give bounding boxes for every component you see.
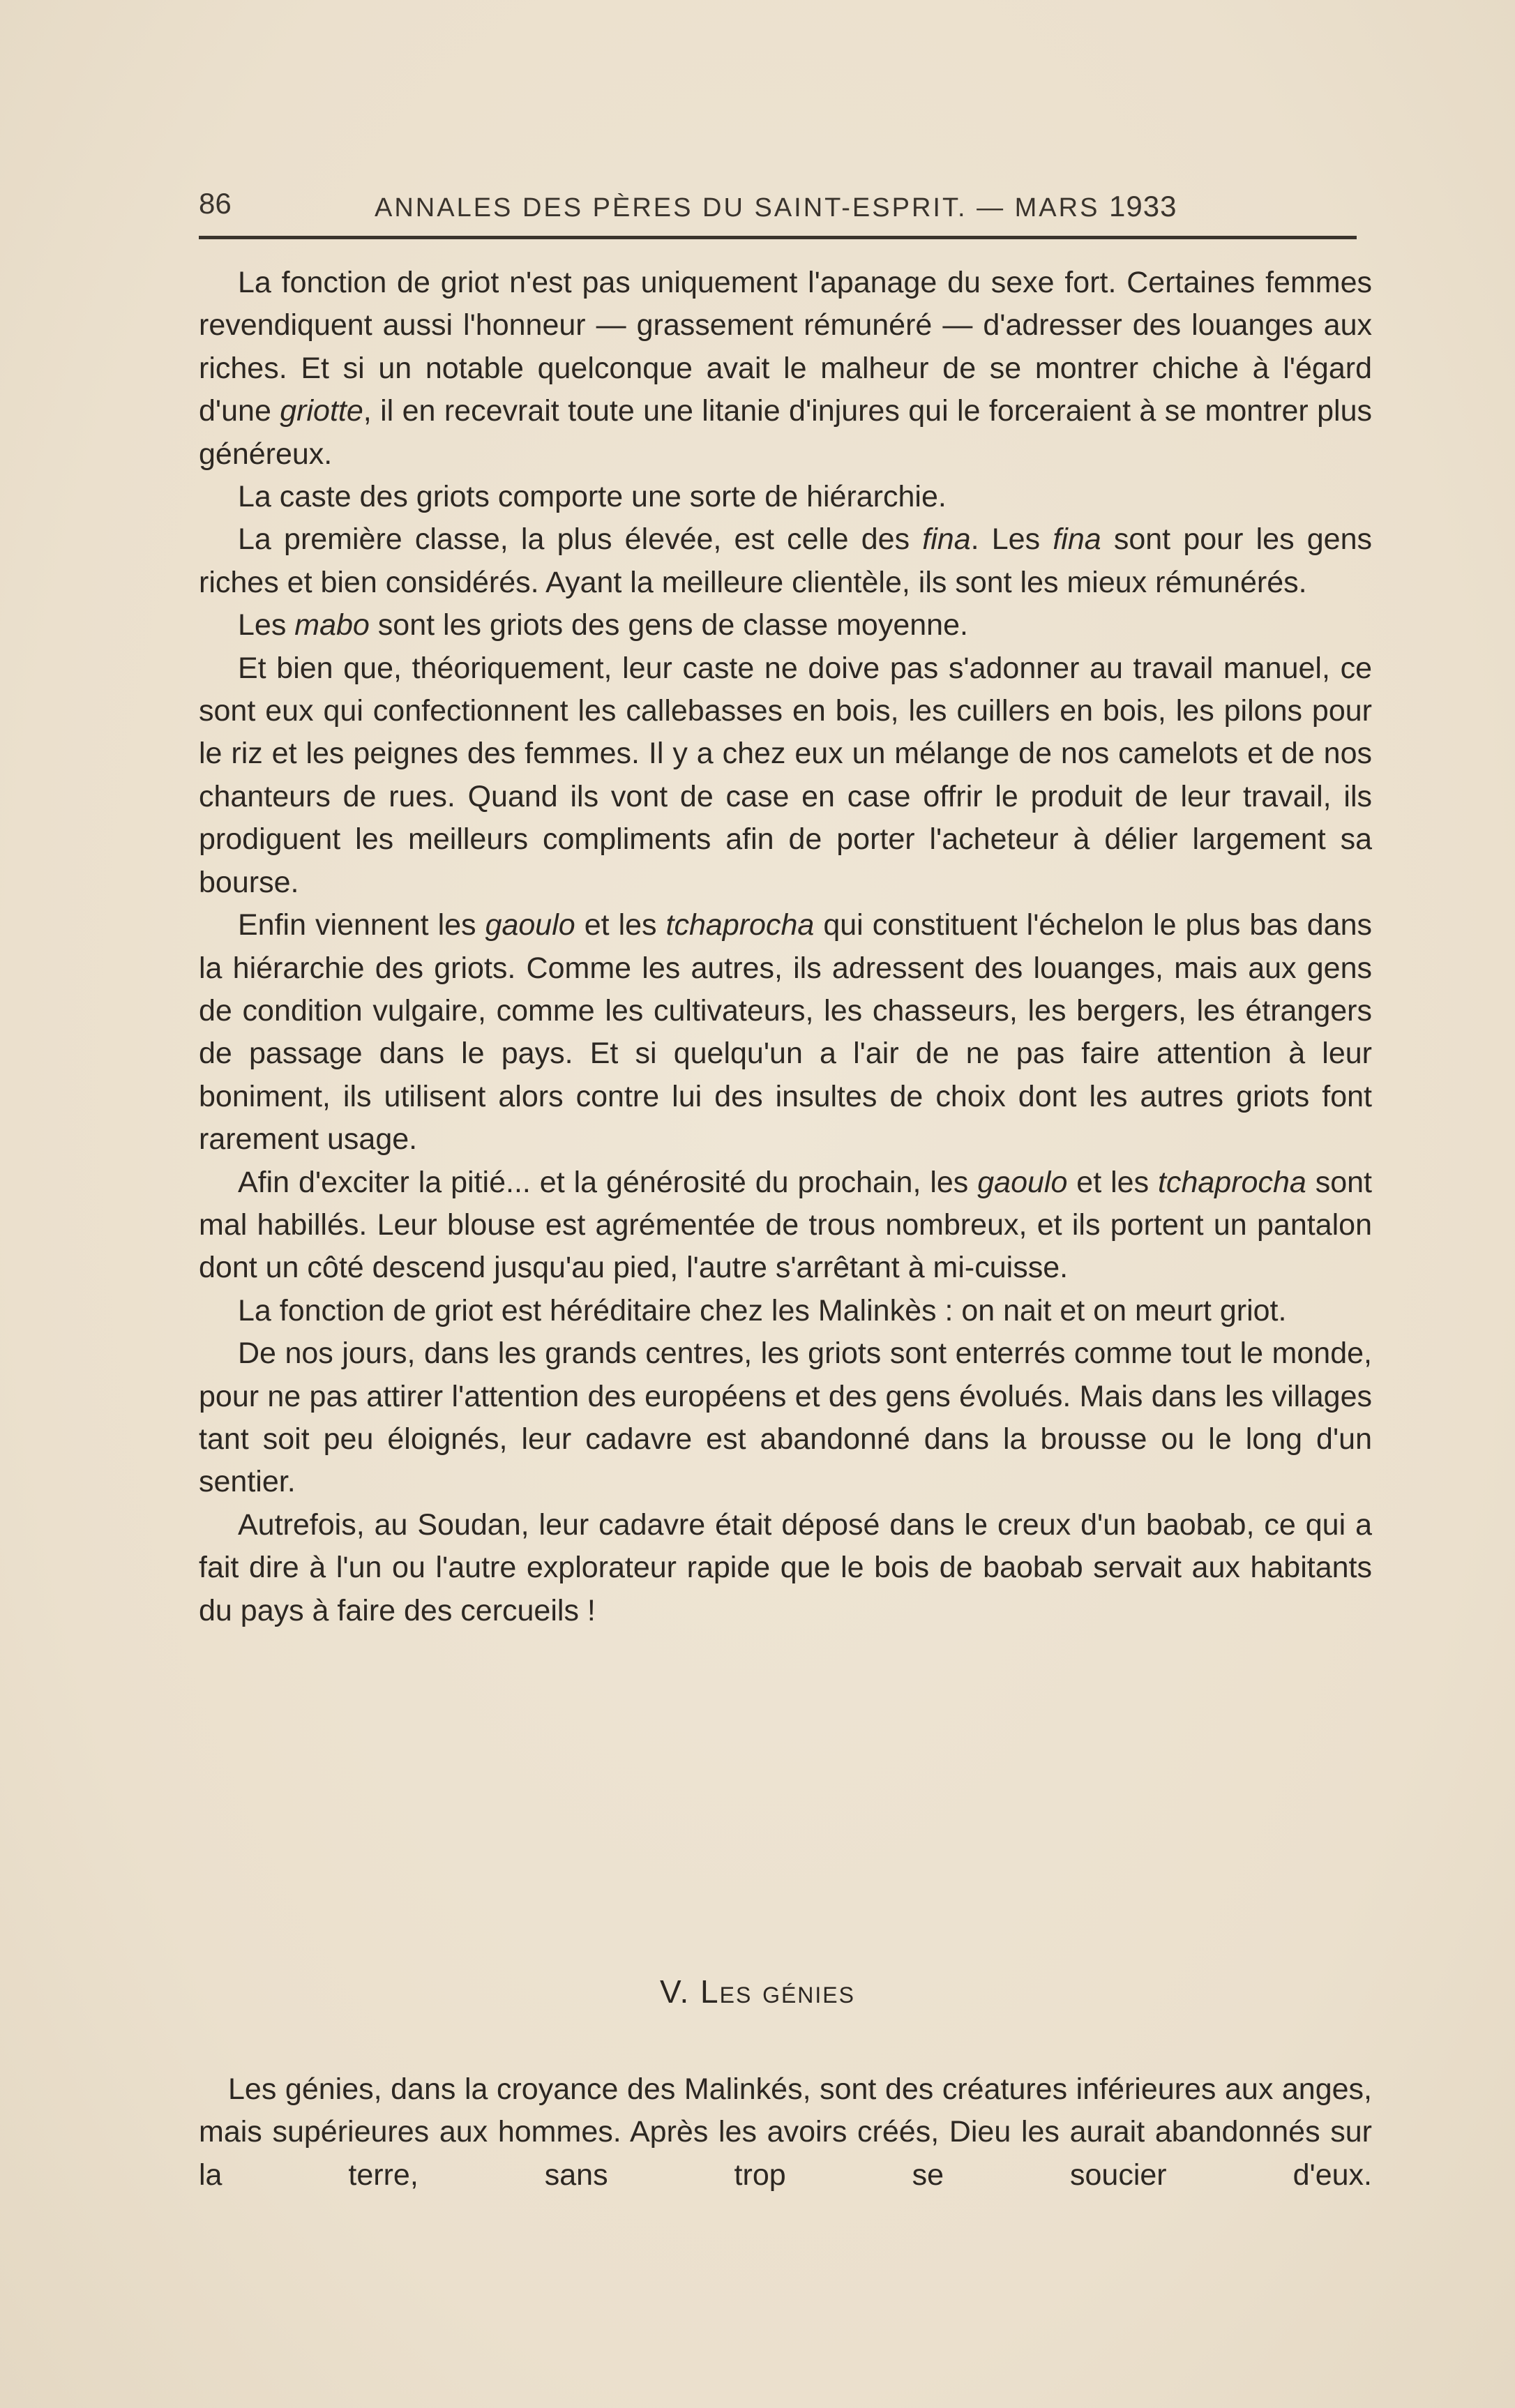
text-run: La fonction de griot est héréditaire chez les Malinkès : on nait et on meurt griot. [238,1293,1287,1327]
running-head-title: ANNALES DES PÈRES DU SAINT-ESPRIT. — MARS [375,193,1109,223]
paragraph [199,1332,1372,1504]
section-paragraph: Les génies, dans la croyance des Malinkés, sont des créatures inférieures aux anges, mais supérieures aux hommes. Après les avoirs créés, Dieu les aurait abandonnés sur la terre, sans trop se soucier d'eux. [199,2072,1372,2192]
text-run: qui constituent l'échelon le plus bas dans la hiérarchie des griots. Comme les autres, ils adressent des louanges, mais aux gens de condition vulgaire, comme les cultivateurs, les chasseurs, les bergers, les étrangers de passage dans le pays. Et si quelqu'un a l'air de ne pas faire attention à leur boniment, ils utilisent alors contre lui des insultes de choix dont les autres griots font rarement usage. [199,908,1372,1157]
text-run: La première classe, la plus élevée, est celle des [238,522,923,557]
paragraph [199,604,1372,647]
header-rule [199,236,1357,239]
text-run: et les [575,908,666,942]
text-run: sont les griots des gens de classe moyenne. [369,608,968,642]
text-run: Enfin viennent les [238,908,485,942]
page-header [199,187,1357,229]
paragraph [199,262,1372,476]
running-head-year: 1933 [1109,190,1177,223]
text-run: Autrefois, au Soudan, leur cadavre était déposé dans le creux d'un baobab, ce qui a fait dire à l'un ou l'autre explorateur rapide que le bois de baobab servait aux habitants du pays à faire des cercueils ! [199,1507,1372,1627]
paragraph [199,1290,1372,1332]
text-run: Les [238,608,295,642]
italic-term: fina [922,522,971,557]
text-run: sont mal habillés. Leur blouse est agrémentée de trous nombreux, et ils portent un pantalon dont un côté descend jusqu'au pied, l'autre s'arrêtant à mi-cuisse. [199,1165,1372,1285]
paragraph [199,647,1372,904]
text-run: La caste des griots comporte une sorte de hiérarchie. [238,480,947,514]
section-heading [0,1973,1515,2010]
page-number: 86 [199,187,232,220]
running-head [375,190,1177,223]
paragraph [199,476,1372,518]
section-title: Les génies [700,1973,855,2010]
text-run: sont pour les gens riches et bien considérés. Ayant la meilleure clientèle, ils sont les mieux rémunérés. [199,522,1373,599]
paragraph [199,904,1372,1161]
text-run: La fonction de griot n'est pas uniquement l'apanage du sexe fort. Certaines femmes revendiquent aussi l'honneur — grassement rémunéré — d'adresser des louanges aux riches. Et si un notable quelconque avait le malheur de se montrer chiche à l'égard d'une [199,266,1372,428]
text-run: et les [1067,1165,1159,1199]
italic-term: gaoulo [485,908,575,942]
italic-term: tchaprocha [1158,1165,1306,1199]
body-text [199,262,1372,1632]
italic-term: gaoulo [977,1165,1068,1199]
text-run: Afin d'exciter la pitié... et la générosité du prochain, les [238,1165,978,1199]
text-run: , il en recevrait toute une litanie d'injures qui le forceraient à se montrer plus généreux. [199,394,1372,471]
italic-term: mabo [294,608,370,642]
paragraph [199,518,1372,604]
italic-term: fina [1053,522,1101,557]
section-numeral: V. [659,1973,701,2010]
italic-term: tchaprocha [665,908,815,942]
text-run: Et bien que, théoriquement, leur caste ne doive pas s'adonner au travail manuel, ce sont eux qui confectionnent les callebasses en bois, les cuillers en bois, les pilons pour le riz et les peignes des femmes. Il y a chez eux un mélange de nos camelots et de nos chanteurs de rues. Quand ils vont de case en case offrir le produit de leur travail, ils prodiguent les meilleurs compliments afin de porter l'acheteur à délier largement sa bourse. [199,651,1372,899]
text-run: . Les [970,522,1053,557]
italic-term: griotte [280,394,363,428]
paragraph [199,1161,1372,1290]
text-run: De nos jours, dans les grands centres, les griots sont enterrés comme tout le monde, pour ne pas attirer l'attention des européens et des gens évolués. Mais dans les villages tant soit peu éloignés, leur cadavre est abandonné dans la brousse ou le long d'un sentier. [199,1337,1372,1499]
paragraph [199,1504,1372,1632]
